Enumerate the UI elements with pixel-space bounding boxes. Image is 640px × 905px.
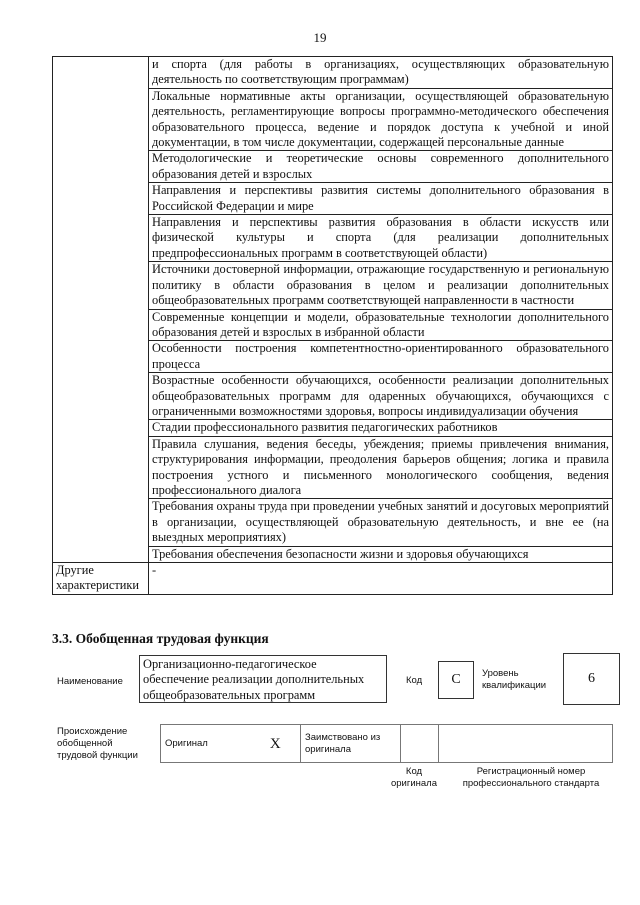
row-text-cell: Локальные нормативные акты организации, осуществляющей образовательную деятельность, регламентирующие вопросы программно-методического обеспечения образовательного процесса, ведение и порядок доступа к учебной и иной документации, в том числе документации, содержащей персональные данные: [149, 88, 613, 151]
row-text-cell: Стадии профессионального развития педагогических работников: [149, 420, 613, 436]
origin-label: Происхождение обобщенной трудовой функции: [57, 726, 138, 761]
reg-number-caption: Регистрационный номер профессионального стандарта: [462, 766, 600, 789]
row-text-cell: Направления и перспективы развития системы дополнительного образования в Российской Федерации и мире: [149, 183, 613, 215]
row-text-cell: Требования обеспечения безопасности жизни и здоровья обучающихся: [149, 546, 613, 562]
table-row: [53, 57, 613, 89]
code-original-cell: [401, 725, 439, 763]
origin-table: [160, 724, 613, 763]
row-text-cell: Современные концепции и модели, образовательные технологии дополнительного образования детей и взрослых в избранной области: [149, 309, 613, 341]
knowledge-table: [52, 56, 613, 595]
borrowed-label: Заимствовано из оригинала: [301, 725, 401, 763]
level-label: Уровень квалификации: [482, 668, 547, 691]
table-row: [53, 563, 613, 595]
code-original-caption: Код оригинала: [390, 766, 437, 789]
row-text-cell: Требования охраны труда при проведении учебных занятий и досуговых мероприятий в организации, осуществляющей образовательную деятельность, и вне ее (на выездных мероприятиях): [149, 499, 613, 546]
row-text-cell: Особенности построения компетентностно-ориентированного образовательного процесса: [149, 341, 613, 373]
original-label: Оригинал: [161, 725, 251, 763]
section-title: 3.3. Обобщенная трудовая функция: [52, 631, 269, 646]
function-name-field: Организационно-педагогическое обеспечение реализации дополнительных общеобразовательных программ: [139, 655, 387, 703]
page-number: 19: [313, 30, 327, 45]
code-value: С: [438, 661, 474, 699]
row-text-cell: Направления и перспективы развития образования в области искусств или физической культуры и спорта (для реализации дополнительных предпрофессиональных программ в соответствующей области): [149, 215, 613, 262]
reg-number-cell: [439, 725, 613, 763]
row-label-cell: Другие характеристики: [53, 563, 149, 595]
row-text-cell: Возрастные особенности обучающихся, особенности реализации дополнительных общеобразовательных программ для одаренных обучающихся, обучающихся с ограниченными возможностями здоровья, вопросы индивидуализации обучения: [149, 373, 613, 420]
name-label: Наименование: [57, 676, 123, 687]
original-mark: X: [251, 725, 301, 763]
row-text-cell: и спорта (для работы в организациях, осуществляющих образовательную деятельность по соответствующим программам): [149, 57, 613, 89]
row-text-cell: Методологические и теоретические основы современного дополнительного образования детей и взрослых: [149, 151, 613, 183]
code-label: Код: [406, 675, 423, 686]
row-text-cell: -: [149, 563, 613, 595]
level-value: 6: [563, 653, 620, 705]
row-text-cell: Источники достоверной информации, отражающие государственную и региональную политику в области образования в целом и реализации дополнительных общеобразовательных программ соответствующей направленности в частности: [149, 262, 613, 309]
row-text-cell: Правила слушания, ведения беседы, убеждения; приемы привлечения внимания, структурирования информации, преодоления барьеров общения; логика и правила построения устного и письменного монологического сообщения, ведения профессионального диалога: [149, 436, 613, 499]
row-label-cell: [53, 57, 149, 563]
